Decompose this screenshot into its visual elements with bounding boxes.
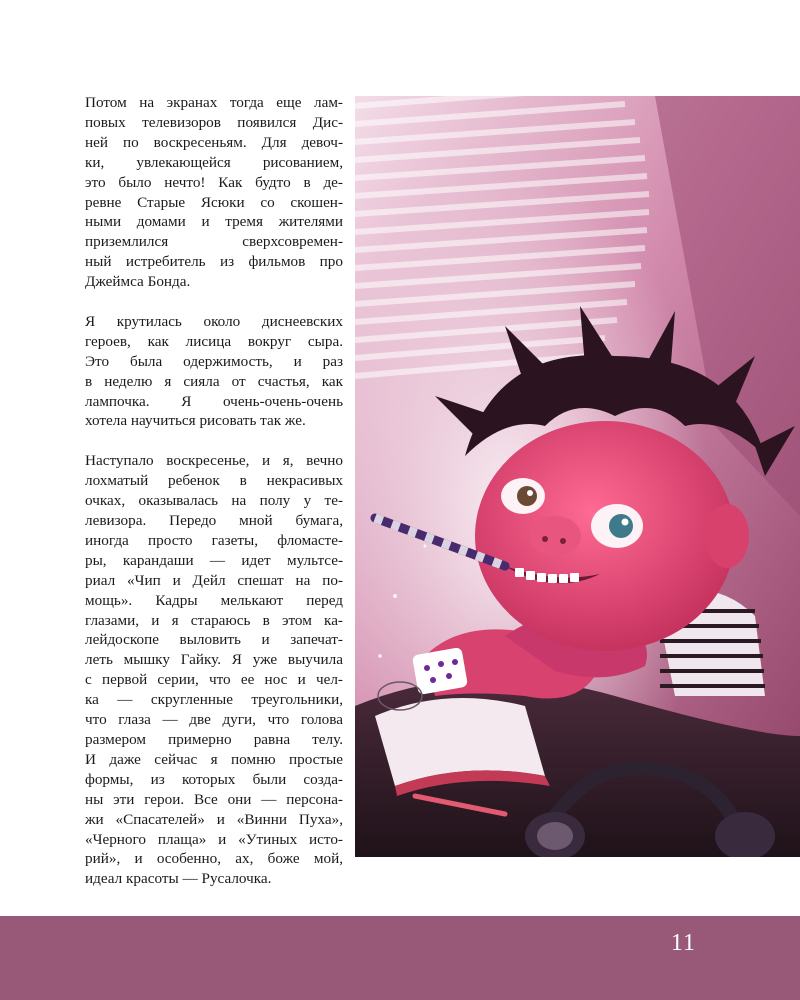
- text-line: Потом на экранах тогда еще лам-: [85, 94, 343, 111]
- text-line: Джеймса Бонда.: [85, 273, 191, 291]
- paragraph-1: [85, 93, 343, 292]
- text-line: рий», и особенно, ах, боже мой,: [85, 850, 343, 868]
- text-line: повых телевизоров появился Дис-: [85, 113, 343, 131]
- text-line: глазами, и я стараюсь в этом ка-: [85, 611, 343, 629]
- text-line: ней по воскресеньям. Для девоч-: [85, 133, 343, 151]
- text-line: приземлился сверхсовремен-: [85, 233, 343, 251]
- text-line: риал «Чип и Дейл спешат на по-: [85, 571, 343, 589]
- text-line: Я крутилась около диснеевских: [85, 312, 343, 330]
- paragraph-3: [85, 451, 343, 889]
- text-line: очках, оказывалась на полу у те-: [85, 492, 343, 510]
- text-line: героев, как лисица вокруг сыра.: [85, 332, 343, 350]
- body-text: [85, 93, 343, 909]
- text-line: что глаза — две дуги, что голова: [85, 711, 343, 729]
- text-line: Это была одержимость, и раз: [85, 352, 343, 370]
- text-line: мощь». Кадры мелькают перед: [85, 591, 343, 609]
- text-line: ными домами и тремя жителями: [85, 213, 343, 231]
- text-line: ный истребитель из фильмов про: [85, 253, 343, 271]
- text-line: леть мышку Гайку. Я уже выучила: [85, 651, 343, 669]
- text-line: жи «Спасателей» и «Винни Пуха»,: [85, 810, 343, 828]
- footer-band: [0, 916, 800, 1000]
- text-line: ревне Старые Ясюки со скошен-: [85, 193, 343, 211]
- text-line: «Черного плаща» и «Утиных исто-: [85, 830, 343, 848]
- text-line: лампочка. Я очень-очень-очень: [85, 392, 343, 410]
- text-line: лейдоскопе выловить и запечат-: [85, 631, 343, 649]
- text-line: ры, карандаши — идет мультсе-: [85, 551, 343, 569]
- text-line: ки, увлекающейся рисованием,: [85, 153, 343, 171]
- text-line: И даже сейчас я помню простые: [85, 750, 343, 768]
- paragraph-2: [85, 312, 343, 431]
- text-line: формы, из которых были созда-: [85, 770, 343, 788]
- text-line: лохматый ребенок в некрасивых: [85, 472, 343, 490]
- text-line: ны эти герои. Все они — персона-: [85, 790, 343, 808]
- text-line: Наступало воскресенье, и я, вечно: [85, 452, 343, 470]
- text-line: хотела научиться рисовать так же.: [85, 412, 306, 430]
- text-line: с первой серии, что ее нос и чел-: [85, 671, 343, 689]
- text-line: ка — скругленные треугольники,: [85, 691, 343, 709]
- text-line: это было нечто! Как будто в де-: [85, 173, 343, 191]
- text-line: иногда просто газеты, фломасте-: [85, 531, 343, 549]
- page-number: 11: [670, 930, 696, 956]
- text-line: левизора. Передо мной бумага,: [85, 512, 343, 529]
- text-line: в неделю я сияла от счастья, как: [85, 372, 343, 390]
- illustration-girl-drawing: [355, 96, 800, 857]
- text-line: размером примерно равна телу.: [85, 730, 343, 748]
- text-line: идеал красоты — Русалочка.: [85, 870, 272, 888]
